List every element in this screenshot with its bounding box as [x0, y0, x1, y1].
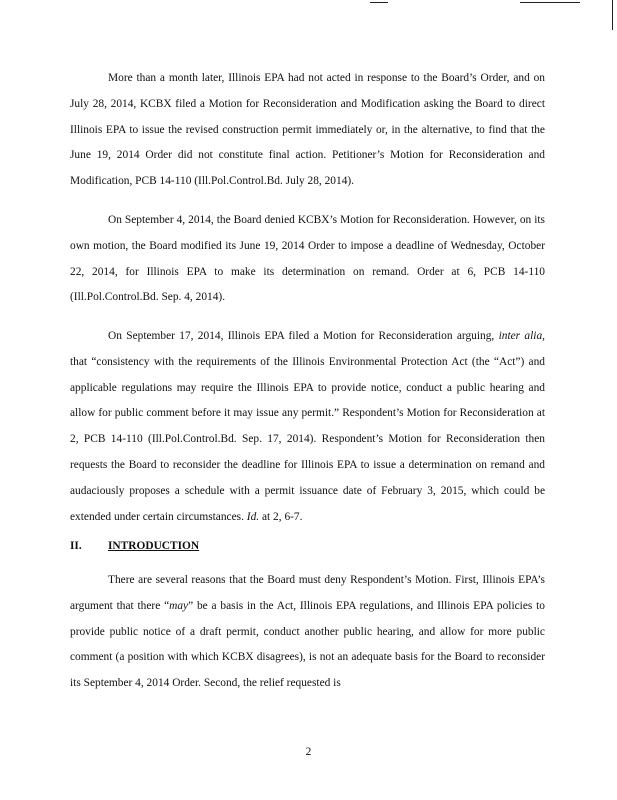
paragraph-text-run: On September 17, 2014, Illinois EPA filed a Motion for Reconsideration arguing,	[108, 330, 499, 342]
paragraph-text-run: More than a month later, Illinois EPA had not acted in response to the Board’s Order, and on July 28, 2014, KCBX filed a Motion for Reconsideration and Modification asking the Board to direct Illinois EPA to issue the revised construction permit immediately or, in the alternative, to find that the June 19, 2014 Order did not constitute final action. Petitioner’s Motion for Reconsideration and Modification, PCB 14-110 (Ill.Pol.Control.Bd. July 28, 2014).	[70, 72, 545, 188]
scan-artifact-right	[612, 0, 613, 30]
section-number: II.	[70, 540, 82, 552]
section-heading	[70, 540, 199, 552]
paragraph-text-run: at 2, 6-7.	[259, 510, 303, 523]
paragraph-text-run: Id.	[246, 510, 260, 523]
scan-artifact-top-right	[520, 2, 580, 3]
paragraph-text-run: ” be a basis in the Act, Illinois EPA regulations, and Illinois EPA policies to provide public notice of a draft permit, conduct another public hearing, and allow for more public comment (a position with which KCBX disagrees), is not an adequate basis for the Board to reconsider its September 4, 2014 Order. Second, the relief requested is	[70, 599, 545, 690]
paragraph-2	[70, 208, 545, 311]
scan-artifact-top	[370, 2, 388, 3]
paragraph-text-run: inter alia	[498, 330, 543, 342]
paragraph-text-run: On September 4, 2014, the Board denied KCBX’s Motion for Reconsideration. However, on its own motion, the Board modified its June 19, 2014 Order to impose a deadline of Wednesday, October 22, 2014, for Illinois EPA to make its determination on remand. Order at 6, PCB 14-110 (Ill.Pol.Control.Bd. Sep. 4, 2014).	[70, 214, 545, 304]
paragraph-1	[70, 66, 545, 195]
paragraph-text-run: , that “consistency with the requirements of the Illinois Environmental Protection Act (the “Act”) and applicable regulations may require the Illinois EPA to provide notice, conduct a public hearing and allow for public comment before it may issue any permit.” Respondent’s Motion for Reconsideration at 2, PCB 14-110 (Ill.Pol.Control.Bd. Sep. 17, 2014). Respondent’s Motion for Reconsideration then requests the Board to reconsider the deadline for Illinois EPA to issue a determination on remand and audaciously proposes a schedule with a permit issuance date of February 3, 2015, which could be extended under certain circumstances.	[70, 330, 545, 523]
paragraph-text-run: may	[169, 599, 189, 612]
page-number: 2	[305, 746, 312, 758]
section-title: INTRODUCTION	[108, 540, 200, 552]
paragraph-4	[70, 568, 545, 697]
paragraph-text-run: There are several reasons that the Board must deny Respondent’s Motion. First, Illinois EPA’s argument that there “	[70, 574, 545, 612]
paragraph-3	[70, 324, 545, 530]
